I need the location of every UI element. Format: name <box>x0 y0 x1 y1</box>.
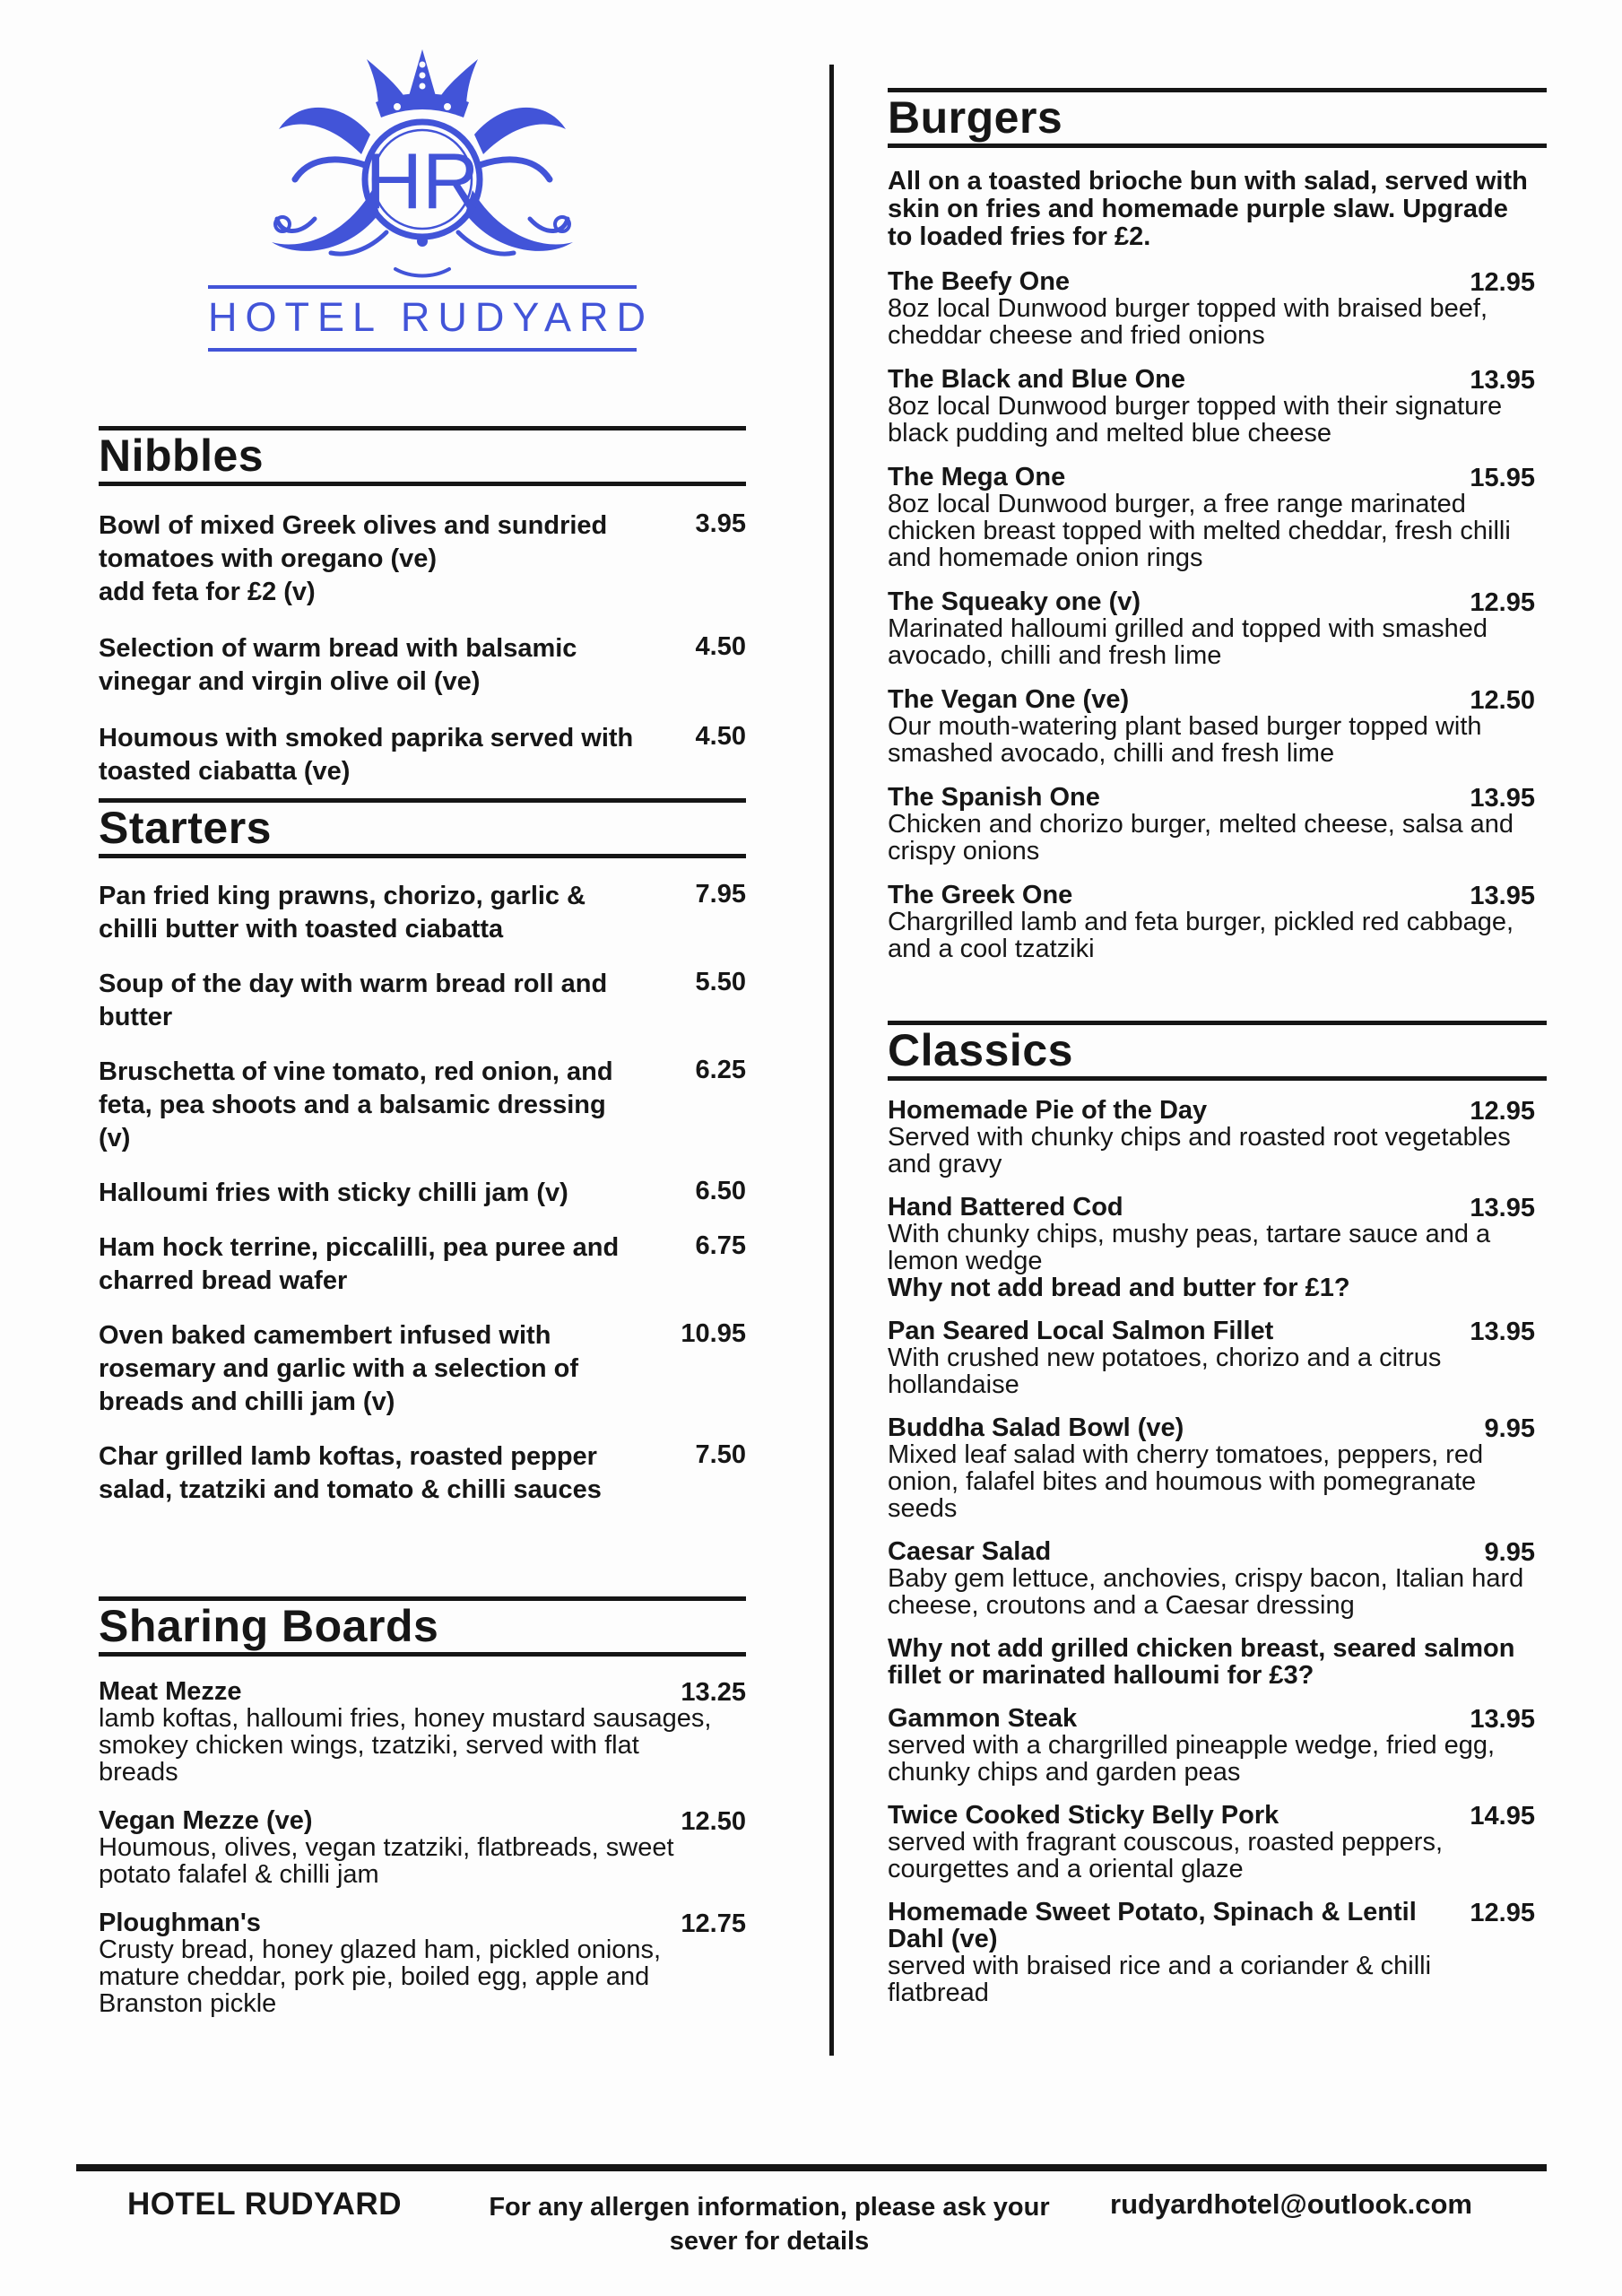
item-price: 13.95 <box>1470 882 1535 910</box>
menu-item <box>888 1318 1547 1398</box>
menu-item <box>99 632 746 699</box>
item-description: Crusty bread, honey glazed ham, pickled onions, mature cheddar, pork pie, boiled egg, apple and Branston pickle <box>99 1935 662 2018</box>
item-description: Houmous, olives, vegan tzatziki, flatbreads, sweet potato falafel & chilli jam <box>99 1833 674 1889</box>
item-name: The Beefy One <box>888 267 1071 296</box>
section-classics <box>888 1021 1547 2006</box>
section-sharing-boards <box>99 1596 746 2017</box>
item-description: 8oz local Dunwood burger topped with braised beef, cheddar cheese and fried onions <box>888 294 1488 350</box>
menu-item <box>888 1538 1547 1619</box>
menu-item <box>888 1802 1547 1883</box>
item-name: Houmous with smoked paprika served with toasted ciabatta (ve) <box>99 724 634 786</box>
item-description: served with braised rice and a coriander & chilli flatbread <box>888 1952 1432 2007</box>
section-title: Sharing Boards <box>99 1601 439 1651</box>
menu-item <box>99 509 746 609</box>
item-price: 12.95 <box>1470 268 1535 297</box>
menu-item <box>99 1440 746 1507</box>
item-name: Homemade Sweet Potato, Spinach & Lentil Dahl (ve) <box>888 1898 1417 1953</box>
item-description: With crushed new potatoes, chorizo and a citrus hollandaise <box>888 1344 1442 1399</box>
section-burgers <box>888 88 1547 962</box>
item-description: Chargrilled lamb and feta burger, pickled red cabbage, and a cool tzatziki <box>888 908 1514 963</box>
item-description: served with fragrant couscous, roasted peppers, courgettes and a oriental glaze <box>888 1828 1443 1883</box>
menu-column-right <box>888 0 1547 2296</box>
item-price: 6.50 <box>695 1177 746 1205</box>
menu-item <box>888 366 1547 447</box>
menu-item <box>99 1177 746 1210</box>
menu-item <box>99 722 746 788</box>
item-name: Caesar Salad <box>888 1537 1052 1566</box>
item-name: Homemade Pie of the Day <box>888 1096 1208 1125</box>
item-price: 13.25 <box>681 1678 746 1707</box>
section-rule-bottom <box>99 854 746 858</box>
footer-allergen-note: For any allergen information, please ask your sever for details <box>489 2193 1050 2256</box>
menu-item <box>99 880 746 946</box>
section-rule-bottom <box>888 144 1547 148</box>
item-name: Meat Mezze <box>99 1677 242 1706</box>
item-name: Ploughman's <box>99 1909 261 1937</box>
item-name: The Vegan One (ve) <box>888 685 1130 714</box>
item-name: Bruschetta of vine tomato, red onion, and feta, pea shoots and a balsamic dressing (v) <box>99 1057 613 1152</box>
item-name: Ham hock terrine, piccalilli, pea puree and charred bread wafer <box>99 1233 620 1295</box>
item-name: Soup of the day with warm bread roll and butter <box>99 970 608 1031</box>
section-items <box>99 1678 746 2017</box>
footer-brand: HOTEL RUDYARD <box>127 2187 402 2222</box>
section-title: Classics <box>888 1025 1073 1075</box>
item-name: Selection of warm bread with balsamic vinegar and virgin olive oil (ve) <box>99 634 577 696</box>
item-name: The Greek One <box>888 881 1073 909</box>
menu-item <box>888 588 1547 669</box>
item-price: 6.25 <box>695 1056 746 1084</box>
section-starters <box>99 798 746 1507</box>
menu-item <box>888 1705 1547 1786</box>
item-price: 6.75 <box>695 1231 746 1260</box>
item-price: 13.95 <box>1470 1705 1535 1734</box>
hotel-monogram: HR <box>365 136 480 225</box>
menu-item <box>888 464 1547 571</box>
section-items <box>888 268 1547 962</box>
item-note: Why not add bread and butter for £1? <box>888 1274 1350 1302</box>
section-rule-bottom <box>99 482 746 486</box>
footer-rule <box>76 2164 1547 2171</box>
hotel-name: HOTEL RUDYARD <box>208 285 637 352</box>
menu-column-left <box>99 0 746 2296</box>
item-price: 7.95 <box>695 880 746 909</box>
menu-item <box>99 968 746 1034</box>
menu-item <box>888 882 1547 962</box>
section-items <box>888 1097 1547 2006</box>
item-price: 10.95 <box>681 1319 746 1348</box>
column-divider-line <box>829 65 834 2056</box>
item-name: Halloumi fries with sticky chilli jam (v) <box>99 1178 568 1207</box>
item-description: 8oz local Dunwood burger topped with their signature black pudding and melted blue cheese <box>888 392 1503 448</box>
item-description: Mixed leaf salad with cherry tomatoes, peppers, red onion, falafel bites and houmous with pomegranate seeds <box>888 1440 1484 1523</box>
item-name: The Squeaky one (v) <box>888 587 1141 616</box>
item-name: Oven baked camembert infused with rosemary and garlic with a selection of breads and chilli jam (v) <box>99 1321 579 1416</box>
item-note: add feta for £2 (v) <box>99 578 316 606</box>
section-title: Starters <box>99 803 272 853</box>
item-price: 13.95 <box>1470 1318 1535 1346</box>
item-price: 12.95 <box>1470 588 1535 617</box>
item-price: 12.50 <box>681 1807 746 1836</box>
menu-item <box>888 268 1547 349</box>
item-price: 12.50 <box>1470 686 1535 715</box>
item-price: 12.95 <box>1470 1899 1535 1927</box>
item-price: 7.50 <box>695 1440 746 1469</box>
section-items <box>99 509 746 788</box>
menu-item <box>888 784 1547 865</box>
footer-email: rudyardhotel@outlook.com <box>1110 2188 1472 2220</box>
item-description: served with a chargrilled pineapple wedge, fried egg, chunky chips and garden peas <box>888 1731 1496 1787</box>
item-price: 12.75 <box>681 1909 746 1938</box>
item-name: Twice Cooked Sticky Belly Pork <box>888 1801 1279 1830</box>
menu-promo-line <box>888 1635 1547 1689</box>
menu-item <box>99 1056 746 1155</box>
item-price: 15.95 <box>1470 464 1535 492</box>
item-name: Pan Seared Local Salmon Fillet <box>888 1317 1274 1345</box>
item-description: Baby gem lettuce, anchovies, crispy bacon, Italian hard cheese, croutons and a Caesar dressing <box>888 1564 1524 1620</box>
item-price: 9.95 <box>1484 1414 1535 1443</box>
menu-item <box>99 1909 746 2017</box>
item-description: Chicken and chorizo burger, melted cheese, salsa and crispy onions <box>888 810 1514 865</box>
item-name: Buddha Salad Bowl (ve) <box>888 1413 1184 1442</box>
item-description: 8oz local Dunwood burger, a free range marinated chicken breast topped with melted cheddar, fresh chilli and homemade onion rings <box>888 490 1511 572</box>
section-intro: All on a toasted brioche bun with salad, served with skin on fries and homemade purple slaw. Upgrade to loaded fries for £2. <box>888 167 1528 251</box>
item-price: 13.95 <box>1470 1194 1535 1222</box>
item-name: Bowl of mixed Greek olives and sundried tomatoes with oregano (ve) <box>99 511 608 573</box>
section-rule-bottom <box>99 1652 746 1657</box>
item-name: Char grilled lamb koftas, roasted pepper salad, tzatziki and tomato & chilli sauces <box>99 1442 602 1504</box>
item-price: 4.50 <box>695 722 746 751</box>
item-name: The Mega One <box>888 463 1066 491</box>
item-name: Pan fried king prawns, chorizo, garlic & chilli butter with toasted ciabatta <box>99 882 586 944</box>
item-description: lamb koftas, halloumi fries, honey mustard sausages, smokey chicken wings, tzatziki, served with flat breads <box>99 1704 712 1787</box>
section-nibbles <box>99 426 746 788</box>
section-title: Burgers <box>888 92 1063 143</box>
menu-item <box>99 1807 746 1888</box>
section-rule-bottom <box>888 1076 1547 1081</box>
section-title: Nibbles <box>99 430 265 481</box>
item-name: The Black and Blue One <box>888 365 1185 394</box>
item-price: 5.50 <box>695 968 746 996</box>
item-price: 13.95 <box>1470 784 1535 813</box>
item-price: 4.50 <box>695 632 746 661</box>
item-name: Gammon Steak <box>888 1704 1078 1733</box>
item-price: 14.95 <box>1470 1802 1535 1831</box>
item-price: 3.95 <box>695 509 746 538</box>
item-description: Marinated halloumi grilled and topped with smashed avocado, chilli and fresh lime <box>888 614 1488 670</box>
item-name: The Spanish One <box>888 783 1100 812</box>
menu-item <box>888 1414 1547 1522</box>
item-price: 12.95 <box>1470 1097 1535 1126</box>
item-description: Served with chunky chips and roasted root vegetables and gravy <box>888 1123 1511 1178</box>
menu-item <box>99 1319 746 1419</box>
menu-item <box>888 1194 1547 1301</box>
menu-item <box>888 1899 1547 2006</box>
item-description: With chunky chips, mushy peas, tartare sauce and a lemon wedge <box>888 1220 1491 1275</box>
menu-item <box>888 686 1547 767</box>
item-name: Hand Battered Cod <box>888 1193 1123 1222</box>
menu-item <box>99 1231 746 1298</box>
item-price: 13.95 <box>1470 366 1535 395</box>
item-description: Our mouth-watering plant based burger topped with smashed avocado, chilli and fresh lime <box>888 712 1482 768</box>
item-name: Why not add grilled chicken breast, seared salmon fillet or marinated halloumi for £3? <box>888 1634 1515 1690</box>
menu-item <box>99 1678 746 1786</box>
item-name: Vegan Mezze (ve) <box>99 1806 313 1835</box>
section-items <box>99 880 746 1507</box>
menu-item <box>888 1097 1547 1178</box>
item-price: 9.95 <box>1484 1538 1535 1567</box>
